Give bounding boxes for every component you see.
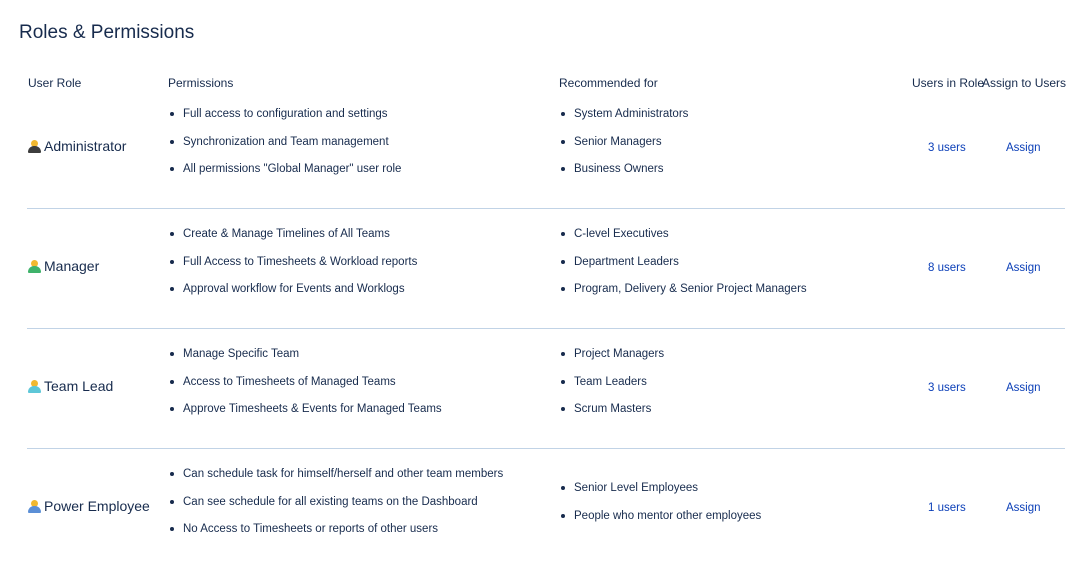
assign-link[interactable]: Assign — [1006, 142, 1041, 154]
header-user-role: User Role — [28, 76, 82, 90]
recommended-item: Department Leaders — [559, 255, 807, 283]
recommended-list — [559, 107, 688, 190]
header-assign-to-users: Assign to Users — [982, 76, 1067, 90]
permission-item: Access to Timesheets of Managed Teams — [168, 375, 442, 403]
role-name: Administrator — [44, 138, 127, 154]
role-row — [0, 208, 1082, 328]
permission-item: Manage Specific Team — [168, 347, 442, 375]
role-name: Power Employee — [44, 498, 150, 514]
permission-item: All permissions "Global Manager" user role — [168, 162, 401, 190]
recommended-list — [559, 227, 807, 310]
users-count-link[interactable]: 1 users — [928, 502, 966, 514]
permission-item: Full Access to Timesheets & Workload reports — [168, 255, 417, 283]
recommended-item: Senior Level Employees — [559, 481, 761, 509]
users-count-link[interactable]: 3 users — [928, 142, 966, 154]
role-name: Manager — [44, 258, 100, 274]
recommended-item: Program, Delivery & Senior Project Managers — [559, 282, 807, 310]
header-recommended-for: Recommended for — [559, 76, 658, 90]
user-icon — [28, 500, 41, 513]
permission-item: Create & Manage Timelines of All Teams — [168, 227, 417, 255]
recommended-item: C-level Executives — [559, 227, 807, 255]
permissions-list — [168, 107, 401, 190]
users-count-link[interactable]: 3 users — [928, 382, 966, 394]
permission-item: Can schedule task for himself/herself and other team members — [168, 467, 503, 495]
assign-link[interactable]: Assign — [1006, 502, 1041, 514]
users-count-link[interactable]: 8 users — [928, 262, 966, 274]
role-name: Team Lead — [44, 378, 114, 394]
user-icon — [28, 260, 41, 273]
header-users-in-role: Users in Role — [912, 76, 985, 90]
role-cell — [28, 258, 99, 274]
permissions-list — [168, 227, 417, 310]
assign-link[interactable]: Assign — [1006, 382, 1041, 394]
permission-item: Approval workflow for Events and Worklogs — [168, 282, 417, 310]
role-row — [0, 448, 1082, 568]
recommended-item: People who mentor other employees — [559, 509, 761, 537]
assign-link[interactable]: Assign — [1006, 262, 1041, 274]
user-icon — [28, 380, 41, 393]
recommended-item: Team Leaders — [559, 375, 664, 403]
recommended-item: Project Managers — [559, 347, 664, 375]
recommended-list — [559, 347, 664, 430]
permissions-list — [168, 467, 503, 550]
recommended-item: Scrum Masters — [559, 402, 664, 430]
recommended-item: System Administrators — [559, 107, 688, 135]
permission-item: Approve Timesheets & Events for Managed Teams — [168, 402, 442, 430]
role-cell — [28, 498, 150, 514]
recommended-item: Business Owners — [559, 162, 688, 190]
page-title: Roles & Permissions — [19, 22, 195, 43]
role-cell — [28, 378, 113, 394]
role-cell — [28, 138, 126, 154]
role-row — [0, 328, 1082, 448]
recommended-item: Senior Managers — [559, 135, 688, 163]
header-permissions: Permissions — [168, 76, 234, 90]
permission-item: Synchronization and Team management — [168, 135, 401, 163]
recommended-list — [559, 481, 761, 536]
permissions-list — [168, 347, 442, 430]
permission-item: Can see schedule for all existing teams on the Dashboard — [168, 495, 503, 523]
permission-item: No Access to Timesheets or reports of other users — [168, 522, 503, 550]
permission-item: Full access to configuration and settings — [168, 107, 401, 135]
role-row — [0, 88, 1082, 208]
user-icon — [28, 140, 41, 153]
